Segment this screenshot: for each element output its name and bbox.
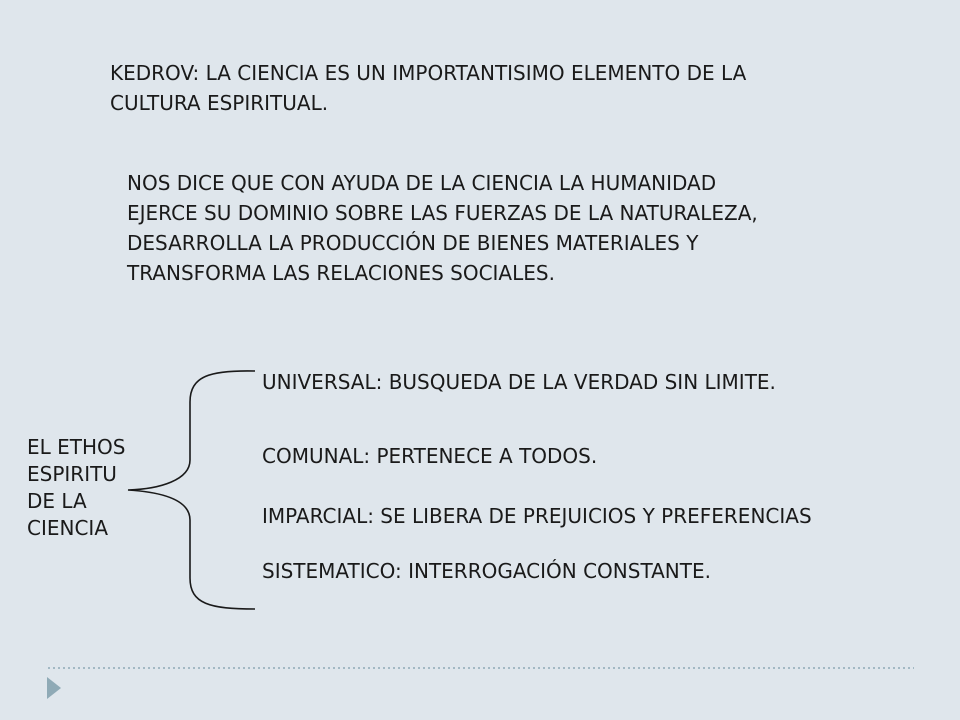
slide-paragraph: [127, 168, 758, 288]
paragraph-line: NOS DICE QUE CON AYUDA DE LA CIENCIA LA HUMANIDAD: [127, 171, 717, 195]
ethos-line: CIENCIA: [27, 516, 109, 540]
triangle-right-icon: [44, 675, 64, 701]
ethos-line: EL ETHOS: [27, 435, 126, 459]
title-line: CULTURA ESPIRITUAL.: [110, 91, 329, 115]
slide-title: [110, 58, 746, 118]
ethos-item-comunal: COMUNAL: PERTENECE A TODOS.: [262, 444, 598, 468]
ethos-item-imparcial: IMPARCIAL: SE LIBERA DE PREJUICIOS Y PREFERENCIAS: [262, 504, 812, 528]
ethos-label: [27, 434, 125, 542]
ethos-line: DE LA: [27, 489, 87, 513]
paragraph-line: DESARROLLA LA PRODUCCIÓN DE BIENES MATERIALES Y: [127, 231, 699, 255]
paragraph-line: EJERCE SU DOMINIO SOBRE LAS FUERZAS DE LA NATURALEZA,: [127, 201, 758, 225]
footer-divider: [48, 666, 914, 670]
paragraph-line: TRANSFORMA LAS RELACIONES SOCIALES.: [127, 261, 555, 285]
ethos-item-sistematico: SISTEMATICO: INTERROGACIÓN CONSTANTE.: [262, 559, 711, 583]
curly-brace-icon: [120, 368, 260, 612]
ethos-line: ESPIRITU: [27, 462, 117, 486]
ethos-item-universal: UNIVERSAL: BUSQUEDA DE LA VERDAD SIN LIMITE.: [262, 370, 776, 394]
title-line: KEDROV: LA CIENCIA ES UN IMPORTANTISIMO ELEMENTO DE LA: [110, 61, 747, 85]
